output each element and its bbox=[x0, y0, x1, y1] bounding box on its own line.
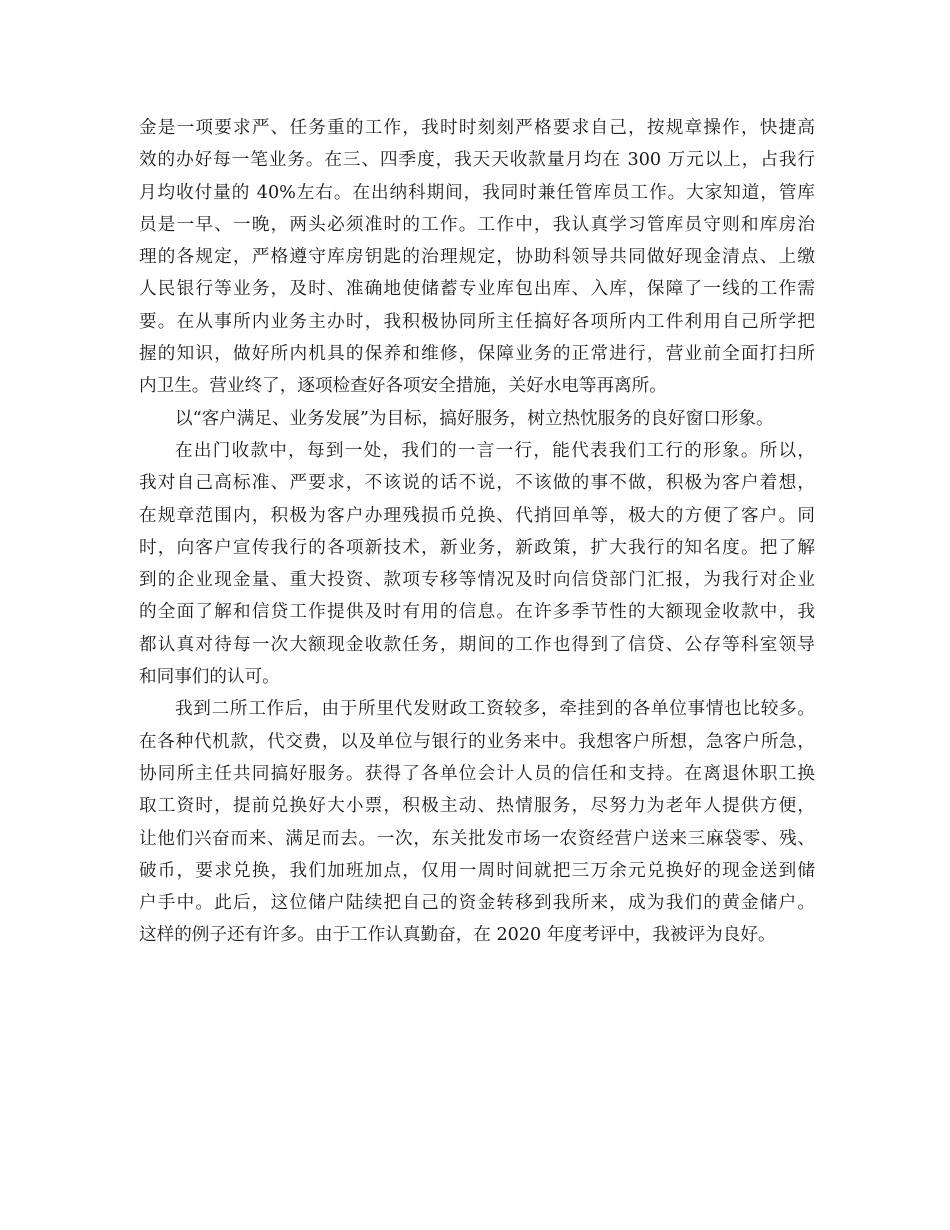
text-line: 要。在从事所内业务主办时，我积极协同所主任搞好各项所内工件利用自己所学把 bbox=[139, 311, 815, 332]
text-line: 时，向客户宣传我行的各项新技术，新业务，新政策，扩大我行的知名度。把了解 bbox=[139, 537, 815, 558]
text-line: 让他们兴奋而来、满足而去。一次，东关批发市场一农资经营户送来三麻袋零、残、 bbox=[139, 828, 815, 849]
text-line: 我到二所工作后，由于所里代发财政工资较多，牵挂到的各单位事情也比较多。 bbox=[175, 699, 815, 720]
text-line: 内卫生。营业终了，逐项检查好各项安全措施，关好水电等再离所。 bbox=[139, 376, 667, 397]
text-line: 都认真对待每一次大额现金收款任务，期间的工作也得到了信贷、公存等科室领导 bbox=[139, 634, 815, 655]
text-line: 月均收付量的 40%左右。在出纳科期间，我同时兼任管库员工作。大家知道，管库 bbox=[139, 182, 815, 203]
document-body bbox=[139, 112, 815, 952]
text-line: 的全面了解和信贷工作提供及时有用的信息。在许多季节性的大额现金收款中，我 bbox=[139, 602, 815, 623]
text-line: 协同所主任共同搞好服务。获得了各单位会计人员的信任和支持。在离退休职工换 bbox=[139, 763, 815, 784]
text-line: 取工资时，提前兑换好大小票，积极主动、热情服务，尽努力为老年人提供方便， bbox=[139, 796, 815, 817]
text-line: 户手中。此后，这位储户陆续把自己的资金转移到我所来，成为我们的黄金储户。 bbox=[139, 893, 815, 914]
text-line: 在规章范围内，积极为客户办理残损币兑换、代捎回单等，极大的方便了客户。同 bbox=[139, 505, 815, 526]
text-line: 员是一早、一晚，两头必须准时的工作。工作中，我认真学习管库员守则和库房治 bbox=[139, 214, 815, 235]
text-line: 破币，要求兑换，我们加班加点，仅用一周时间就把三万余元兑换好的现金送到储 bbox=[139, 860, 815, 881]
text-line: 效的办好每一笔业务。在三、四季度，我天天收款量月均在 300 万元以上，占我行 bbox=[139, 150, 815, 171]
paragraph bbox=[139, 403, 815, 435]
text-line: 我对自己高标准、严要求，不该说的话不说，不该做的事不做，积极为客户着想， bbox=[139, 473, 815, 494]
paragraph bbox=[139, 693, 815, 951]
paragraph bbox=[139, 435, 815, 693]
text-line: 握的知识，做好所内机具的保养和维修，保障业务的正常进行，营业前全面打扫所 bbox=[139, 344, 815, 365]
text-line: 在各种代机款，代交费，以及单位与银行的业务来中。我想客户所想，急客户所急， bbox=[139, 731, 815, 752]
text-line: 以“客户满足、业务发展”为目标，搞好服务，树立热忱服务的良好窗口形象。 bbox=[175, 408, 774, 429]
paragraph bbox=[139, 112, 815, 403]
text-line: 和同事们的认可。 bbox=[139, 667, 280, 688]
text-line: 人民银行等业务，及时、准确地使储蓄专业库包出库、入库，保障了一线的工作需 bbox=[139, 279, 815, 300]
text-line: 理的各规定，严格遵守库房钥匙的治理规定，协助科领导共同做好现金清点、上缴 bbox=[139, 247, 815, 268]
text-line: 在出门收款中，每到一处，我们的一言一行，能代表我们工行的形象。所以， bbox=[175, 440, 815, 461]
text-line: 这样的例子还有许多。由于工作认真勤奋，在 2020 年度考评中，我被评为良好。 bbox=[139, 925, 776, 946]
text-line: 到的企业现金量、重大投资、款项专移等情况及时向信贷部门汇报，为我行对企业 bbox=[139, 570, 815, 591]
text-line: 金是一项要求严、任务重的工作，我时时刻刻严格要求自己，按规章操作，快捷高 bbox=[139, 118, 815, 138]
